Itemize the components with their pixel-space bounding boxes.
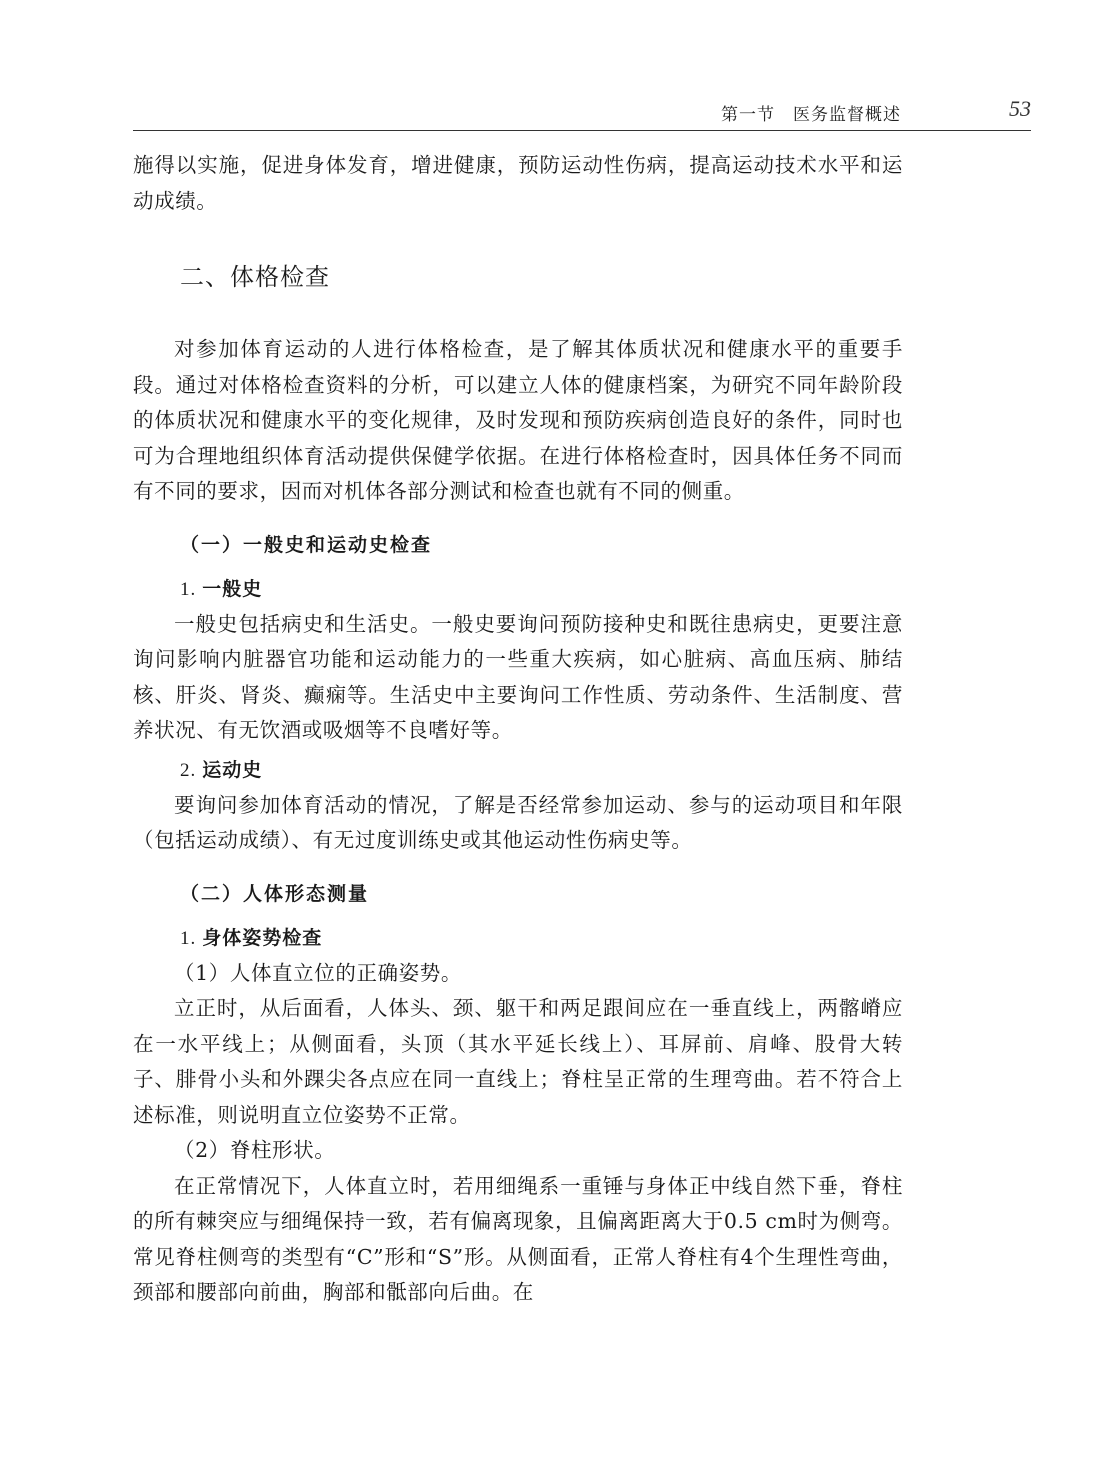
item-title: 一般史	[202, 577, 263, 600]
subsection-heading-morphology: （二）人体形态测量	[180, 882, 370, 905]
header-section-title: 第一节 医务监督概述	[721, 105, 901, 125]
running-header	[133, 96, 1031, 131]
item-heading-sport-history	[180, 753, 903, 788]
posture-subitem: （1）人体直立位的正确姿势。	[174, 960, 462, 985]
intro-paragraph: 施得以实施，促进身体发育，增进健康，预防运动性伤病，提高运动技术水平和运动成绩。	[133, 153, 903, 213]
item-title: 身体姿势检查	[202, 926, 323, 949]
section-heading-physical-exam: 二、体格检查	[180, 263, 330, 291]
item-heading-posture-exam	[180, 921, 903, 956]
item-number: 2.	[180, 759, 197, 781]
subsection-heading-history: （一）一般史和运动史检查	[180, 533, 433, 556]
sport-history-paragraph: 要询问参加体育活动的情况，了解是否经常参加运动、参与的运动项目和年限（包括运动成绩）、有无过度训练史或其他运动性伤病史等。	[133, 792, 903, 852]
item-title: 运动史	[202, 758, 263, 781]
page-number: 53	[1009, 96, 1031, 121]
item-number: 1.	[180, 578, 197, 600]
general-history-paragraph: 一般史包括病史和生活史。一般史要询问预防接种史和既往患病史，更要注意询问影响内脏器官功能和运动能力的一些重大疾病，如心脏病、高血压病、肺结核、肝炎、肾炎、癫痫等。生活史中主要询问工作性质、劳动条件、生活制度、营养状况、有无饮酒或吸烟等不良嗜好等。	[133, 611, 903, 742]
item-heading-general-history	[180, 572, 903, 607]
physical-exam-paragraph: 对参加体育运动的人进行体格检查，是了解其体质状况和健康水平的重要手段。通过对体格检查资料的分析，可以建立人体的健康档案，为研究不同年龄阶段的体质状况和健康水平的变化规律，及时发现和预防疾病创造良好的条件，同时也可为合理地组织体育活动提供保健学依据。在进行体格检查时，因具体任务不同而有不同的要求，因而对机体各部分测试和检查也就有不同的侧重。	[133, 337, 903, 503]
posture-paragraph: 立正时，从后面看，人体头、颈、躯干和两足跟间应在一垂直线上，两髂嵴应在一水平线上；从侧面看，头顶（其水平延长线上）、耳屏前、肩峰、股骨大转子、腓骨小头和外踝尖各点应在同一直线上；脊柱呈正常的生理弯曲。若不符合上述标准，则说明直立位姿势不正常。	[133, 996, 903, 1127]
spine-paragraph: 在正常情况下，人体直立时，若用细绳系一重锤与身体正中线自然下垂，脊柱的所有棘突应与细绳保持一致，若有偏离现象，且偏离距离大于0.5 cm时为侧弯。常见脊柱侧弯的类型有“C”形和“S”形。从侧面看，正常人脊柱有4个生理性弯曲，颈部和腰部向前曲，胸部和骶部向后曲。在	[133, 1173, 903, 1304]
page-body	[133, 148, 903, 1311]
item-number: 1.	[180, 927, 197, 949]
spine-subitem: （2）脊柱形状。	[174, 1138, 336, 1162]
